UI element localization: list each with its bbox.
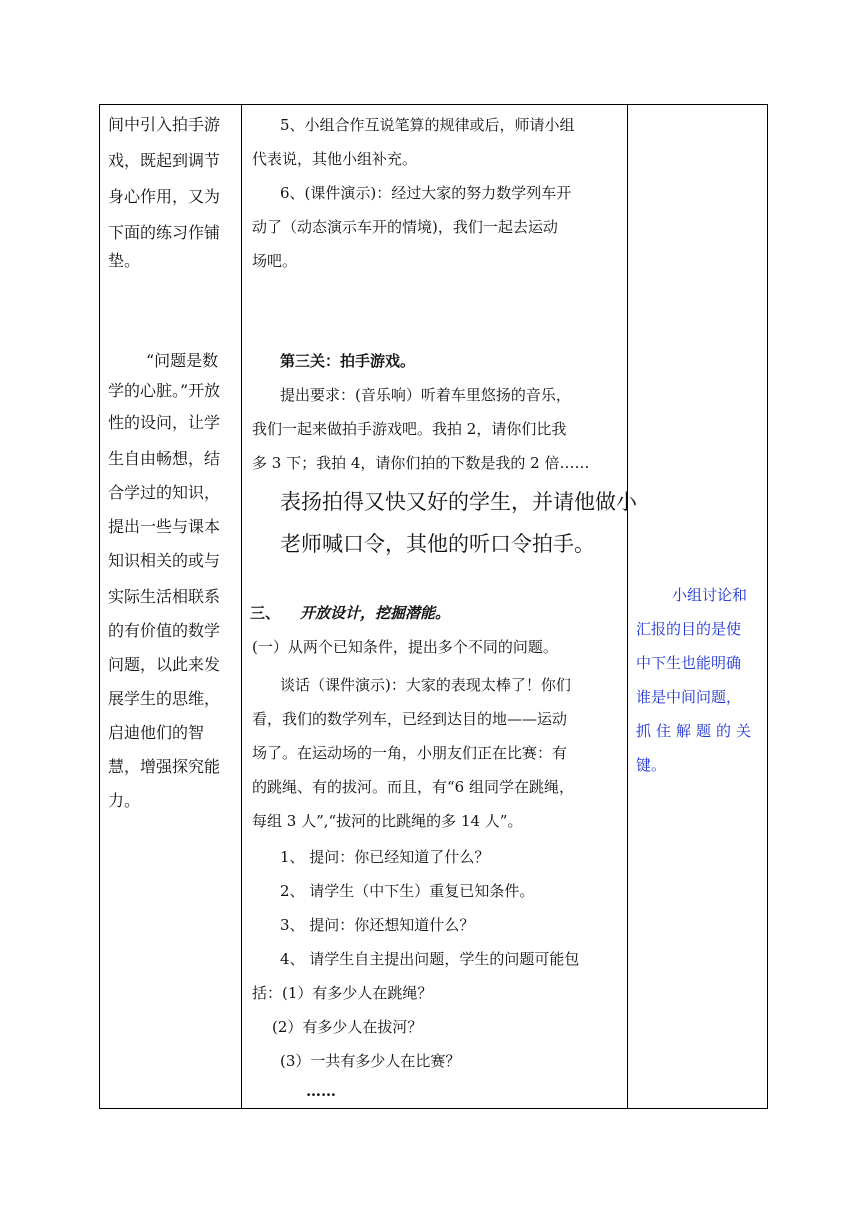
list-item: 2、 请学生（中下生）重复已知条件。 <box>280 882 535 900</box>
text-line: 启迪他们的智 <box>108 723 205 742</box>
text-line: 性的设问，让学 <box>108 413 221 432</box>
notes-column <box>628 105 767 1108</box>
subsection-heading: (一）从两个已知条件，提出多个不同的问题。 <box>252 638 558 656</box>
paragraph-line: 谈话（课件演示)：大家的表现太棒了！你们 <box>280 676 571 694</box>
note-line: 键。 <box>636 756 667 774</box>
note-line: 汇报的目的是使 <box>636 620 742 638</box>
design-intent-column <box>100 105 241 1108</box>
note-line: 小组讨论和 <box>672 586 748 604</box>
paragraph-line: 看，我们的数学列车，已经到达目的地——运动 <box>252 710 568 728</box>
paragraph-line: 多 3 下；我拍 4，请你们拍的下数是我的 2 倍…… <box>252 454 590 472</box>
paragraph-line: 动了（动态演示车开的情境)，我们一起去运动 <box>252 218 558 236</box>
text-line: 身心作用，又为 <box>108 187 221 206</box>
paragraph-line: 5、小组合作互说笔算的规律或后，师请小组 <box>280 116 575 134</box>
teaching-process-column <box>242 105 637 1108</box>
text-line: 学的心脏。”开放 <box>108 381 221 400</box>
paragraph-line: 提出要求：(音乐响）听着车里悠扬的音乐， <box>280 386 571 404</box>
text-line: 生自由畅想，结 <box>108 449 221 468</box>
stage-heading: 第三关：拍手游戏。 <box>280 352 416 370</box>
section-number: 三、 <box>250 604 281 622</box>
section-heading: 开放设计，挖掘潜能。 <box>300 604 451 622</box>
text-line: 合学过的知识， <box>108 483 221 502</box>
paragraph-line: 的跳绳、有的拔河。而且，有“6 组同学在跳绳， <box>252 778 574 796</box>
paragraph-line: 表扬拍得又快又好的学生，并请他做小 <box>280 490 637 514</box>
list-item: 括：(1）有多少人在跳绳？ <box>252 984 433 1002</box>
text-line: 力。 <box>108 791 141 810</box>
paragraph-line: 场吧。 <box>252 252 298 270</box>
note-line: 中下生也能明确 <box>636 654 742 672</box>
text-line: 展学生的思维， <box>108 689 221 708</box>
list-item: (3）一共有多少人在比赛？ <box>280 1052 461 1070</box>
text-line: 垫。 <box>108 251 141 270</box>
paragraph-line: 场了。在运动场的一角，小朋友们正在比赛：有 <box>252 744 568 762</box>
paragraph-line: 代表说，其他小组补充。 <box>252 150 418 168</box>
paragraph-line: 我们一起来做拍手游戏吧。我拍 2，请你们比我 <box>252 420 567 438</box>
text-line: 实际生活相联系 <box>108 587 221 606</box>
text-line: 戏，既起到调节 <box>108 151 221 170</box>
note-line: 谁是中间问题， <box>636 688 742 706</box>
text-line: 间中引入拍手游 <box>108 115 221 134</box>
list-item: (2）有多少人在拔河？ <box>272 1018 423 1036</box>
list-item: 4、 请学生自主提出问题，学生的问题可能包 <box>280 950 580 968</box>
lesson-table <box>99 104 768 1109</box>
text-line: 的有价值的数学 <box>108 621 221 640</box>
text-line: 慧，增强探究能 <box>108 757 221 776</box>
text-line: 问题，以此来发 <box>108 655 221 674</box>
paragraph-line: 每组 3 人”,“拔河的比跳绳的多 14 人”。 <box>252 812 523 830</box>
note-line: 抓住解题的关 <box>636 722 757 740</box>
list-item: 1、 提问：你已经知道了什么？ <box>280 848 490 866</box>
text-line: 下面的练习作铺 <box>108 223 221 242</box>
paragraph-line: 老师喊口令，其他的听口令拍手。 <box>280 532 595 556</box>
list-item: 3、 提问：你还想知道什么？ <box>280 916 475 934</box>
ellipsis: …… <box>306 1082 336 1100</box>
text-line: “问题是数 <box>146 351 219 370</box>
text-line: 知识相关的或与 <box>108 551 221 570</box>
text-line: 提出一些与课本 <box>108 517 221 536</box>
paragraph-line: 6、(课件演示)：经过大家的努力数学列车开 <box>280 184 572 202</box>
